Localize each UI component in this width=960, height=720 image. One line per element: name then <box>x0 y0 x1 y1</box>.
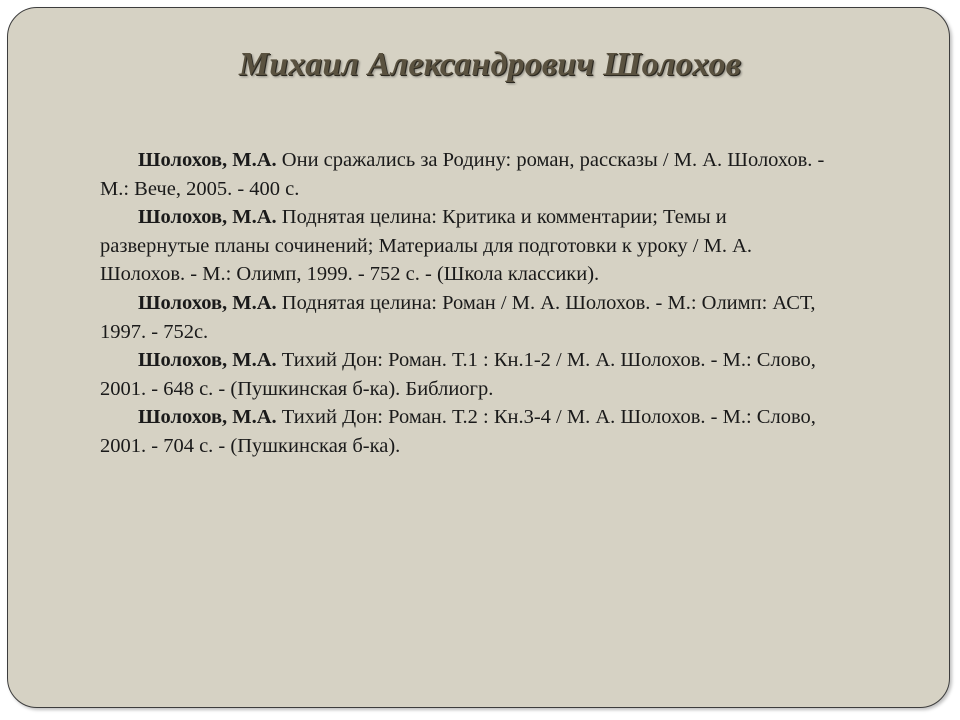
entry-author: Шолохов, М.А. <box>138 149 277 171</box>
entry-author: Шолохов, М.А. <box>138 206 277 229</box>
bibliography-entry <box>100 146 840 203</box>
bibliography-entry <box>100 346 840 403</box>
slide-title: Михаил Александрович Шолохов <box>238 46 742 83</box>
bibliography-entry <box>100 403 840 460</box>
entry-text: Тихий Дон: Роман. Т.2 : Кн.3-4 / М. А. Шолохов. - М.: Слово, 2001. - 704 с. - (Пушкинская б-ка). <box>100 406 816 457</box>
entry-author: Шолохов, М.А. <box>138 406 277 429</box>
entry-text: Поднятая целина: Критика и комментарии; Темы и развернутые планы сочинений; Материалы для подготовки к уроку / М. А. Шолохов. - М.: Олимп, 1999. - 752 с. - (Школа классики). <box>100 206 753 286</box>
entry-text: Они сражались за Родину: роман, рассказы / М. А. Шолохов. - М.: Вече, 2005. - 400 с. <box>100 149 825 200</box>
bibliography-entry <box>100 203 840 289</box>
bibliography-entry <box>100 289 840 346</box>
entry-author: Шолохов, М.А. <box>138 349 277 372</box>
entry-author: Шолохов, М.А. <box>138 291 277 314</box>
entry-text: Поднятая целина: Роман / М. А. Шолохов. - М.: Олимп: АСТ, 1997. - 752с. <box>100 291 816 343</box>
entry-text: Тихий Дон: Роман. Т.1 : Кн.1-2 / М. А. Шолохов. - М.: Слово, 2001. - 648 с. - (Пушкинская б-ка). Библиогр. <box>100 349 816 400</box>
bibliography-list <box>100 146 840 461</box>
